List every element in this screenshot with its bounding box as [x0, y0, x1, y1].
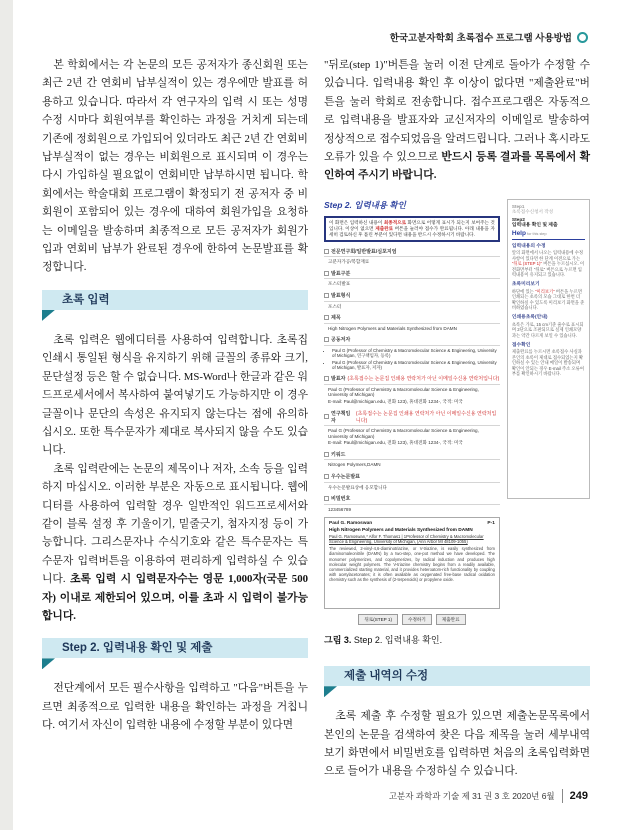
field-label: 연구책임자 [331, 410, 351, 424]
field-label: 키워드 [331, 451, 346, 458]
figure-caption-number: 그림 3. [324, 635, 352, 646]
section-heading-triangle-icon [42, 658, 55, 669]
field-label: 발표구분 [331, 270, 351, 277]
help-section-red-text: "뒤로 (STEP 1)" [511, 261, 543, 267]
edit-submission-paragraph: 초록 제출 후 수정할 필요가 있으면 제출논문목록에서 본인의 논문을 검색하여 찾은 다음 제목을 눌러 세부내역보기 화면에서 비밀번호를 입력하면 처음의 초록입력화면으로 들어가 내용을 수정하실 수 있습니다. [324, 710, 590, 778]
help-section-preview [512, 282, 585, 310]
help-section-title: 입력내용의 수정 [511, 243, 546, 249]
field-bullet-icon [324, 414, 329, 419]
figure-form-area [324, 199, 500, 625]
field-coauthors [324, 336, 500, 370]
field-label: 우수논문발표 [331, 474, 360, 480]
figure-3-screenshot [324, 199, 590, 625]
preview-authors: Paul G. Ramoswan,* Alfor F. Thomas1 | 1Professor of Chemistry & Macromolecular Science & Engineering, University of Michigan, (Ann Arbor MI 48109-1055) [329, 534, 484, 545]
figure-notice-box [324, 216, 500, 242]
field-session [324, 248, 500, 265]
preview-abstract-text: The reviewed, 2-vinyl-4,6-diaminotriazine, or V-triazine, is easily synthesized from diaminomaleonitrile (DAMN) by a two-step, one-pot method we have developed. The monomer polymerizes, and copolymerizes, by radical induction and produces high molecular weight polymers. The V-triazine chemistry begins from a readily available, commercialized starting material, and it provides heteroatom-rich functionality by coupling with acetylacetonates; it is often available as oxygenated free-base radical oxidation chemistry such as the synthesis of (2-terpenoids) or propylene oxide. [329, 546, 495, 583]
coauthor-list [332, 348, 500, 371]
sidebar-step2-text: 입력내용 확인 및 제출 [511, 223, 558, 229]
field-label-red: (초록접수는 논문집 인쇄용 연락처가 아닌 이메일수신용 연락처입니다) [355, 410, 497, 424]
figure-button-row [324, 614, 500, 625]
sidebar-step2-label: Step2 [511, 217, 525, 223]
right-column [324, 56, 590, 781]
help-section-text: 제출완료를 누르시면 초록접수 사실과 본인의 초록이 제대로 접수되었는지 확인하실 수 있는 안내 메일이 발송되며 확인이 안되는 경우 E-mail 주소 오류여부를 확인하시기 바랍니다. [511, 349, 584, 376]
abstract-input-paragraph-1: 초록 입력은 웹에디터를 사용하여 입력합니다. 초록집 인쇄시 통일된 형식을 유지하기 위해 글꼴의 종류와 크기, 문단설정 등은 할 수 없습니다. MS-Word나 한글과 같은 워드프로세서에서 복사하여 붙여넣기도 가능하지만 이 경우 글꼴이나 문단의 속성은 유지되지 않는다는 점에 유의하십시오. 또한 특수문자가 제대로 복사되지 않을 수도 있습니다. [42, 333, 308, 457]
section-heading-triangle-icon [324, 686, 337, 697]
help-section-red-text: "미리보기" [535, 288, 555, 294]
help-section-text: 버튼을 누르십시오. 이전화면부터 "뒤로" 버튼으로 누르면 입력내용이 유지되고 있습니다. [511, 261, 585, 277]
field-bullet-icon [324, 474, 329, 479]
field-label: 공동저자 [331, 337, 351, 344]
field-title [324, 314, 500, 331]
preview-code: P-1 [487, 521, 495, 527]
field-label: 전문연구회/일반발표/심포지엄 [331, 248, 397, 255]
field-label-red: (초록접수는 논문집 인쇄용 연락처가 아닌 이메일수신용 연락처입니다) [347, 376, 500, 383]
field-value: Nitrogen Polymers,DAMN [328, 462, 381, 468]
field-value: 우수논문발표상에 응모합니다 [328, 484, 387, 490]
presenter-contact: E-mail: Paul@michigan.edu, 전화 123), 휴대전화 1234-, 국적: 미국 [328, 399, 463, 405]
coauthor-item: • Paul G (Professor of Chemistry & Macromolecular Science & Engineering, University of Michigan, 발표자, 저자) [332, 360, 500, 371]
field-principal-investigator [324, 410, 500, 446]
figure-caption-text: Step 2. 입력내용 확인. [351, 635, 443, 646]
field-label: 비밀번호 [331, 496, 351, 503]
field-presentation-format [324, 292, 500, 309]
footer-page-number: 249 [569, 790, 588, 802]
field-label: 발표형식 [331, 293, 351, 300]
page-footer [389, 789, 588, 803]
section-heading-triangle-icon [42, 310, 55, 321]
left-column [42, 56, 308, 781]
notice-text: 이 화면은 입력하신 내용이 [329, 219, 384, 225]
sidebar-step1-label: Step1 [511, 203, 525, 209]
help-section-title: 초록미리보기 [511, 282, 540, 288]
pi-affiliation: Paul G (Professor of Chemistry & Macromolecular Science & Engineering, University of Michigan) [328, 428, 479, 439]
preview-author-name: Paul G. Ramoswan [329, 521, 373, 527]
help-section-text: 하단에 있는 [511, 288, 536, 294]
field-bullet-icon [324, 271, 329, 276]
edit-button: 수정하기 [402, 614, 432, 625]
help-section-edit-input [512, 244, 585, 277]
preview-title: High Nitrogen Polymers and Materials Synthesized from DAMN [329, 528, 473, 534]
notice-text: 화면으로 어떻게 표시가 되는지 보여주는 것입니다. 이상이 없으면 [329, 219, 495, 231]
intro-paragraph: 본 학회에서는 각 논문의 모든 공저자가 종신회원 또는 최근 2년 간 연회비 납부실적이 있는 경우에만 발표를 허용하고 있습니다. 따라서 각 연구자의 입력 시 또는 성명 수정 시마다 회원여부를 확인하는 과정을 거치게 되는데 기존에 정회원으로 가입되어 있더라도 최근 2년 간 연회비 납부실적이 없는 경우는 비회원으로 표시되며 이 경우는 다시 가입하실 필요없이 연회비만 납부하시면 됩니다. 학회에서는 학술대회 프로그램이 확정되기 전 공저자 중 비회원이 포함되어 있는 경우에 대하여 회원가입을 요청하는 이메일을 발송하며 최종적으로 모든 공저자가 회원가입과 연회비 납부가 완료된 경우에 한하여 논문발표를 확정합니다. [42, 59, 308, 274]
content-columns [42, 56, 590, 781]
help-section-text: 버튼을 누르면 인쇄되는 초록의 모습 그대로 한번 더 확인하실 수 있도록 미리보기 화면을 준비하였습니다. [511, 288, 585, 310]
field-best-paper [324, 473, 500, 490]
field-bullet-icon [324, 315, 329, 320]
field-keywords [324, 451, 500, 468]
field-value: 고분자가공/복합재료 [328, 259, 370, 265]
notice-text: 버튼을 눌러야 접수가 완료됩니다. 아래 내용을 자세히 검토하신 후 틀린 부분이 있다면 내용을 반드시 수정하시기 바랍니다. [329, 225, 495, 237]
field-bullet-icon [324, 496, 329, 501]
abstract-preview-box [324, 517, 500, 609]
field-value: High Nitrogen Polymers and Materials Synthesized from DAMN [328, 325, 457, 331]
submit-complete-button: 제출완료 [436, 614, 466, 625]
footer-journal-title: 고분자 과학과 기술 제 31 권 3 호 2020년 6월 [388, 791, 555, 801]
field-bullet-icon [324, 293, 329, 298]
section-heading-abstract-input: 초록 입력 [42, 290, 308, 310]
step2-continued-bold: 반드시 등록 결과를 목록에서 확인하여 주시기 바랍니다. [324, 151, 590, 182]
abstract-input-paragraph-2 [42, 460, 308, 626]
section-heading-step2: Step 2. 입력내용 확인 및 제출 [42, 638, 308, 658]
figure-3-caption [324, 634, 590, 646]
abstract-input-paragraph-2-bold: 초록 입력 시 입력문자수는 영문 1,000자(국문 500자) 이내로 제한되어 있으며, 이를 초과 시 입력이 불가능합니다. [42, 573, 308, 622]
header-ring-icon [577, 32, 588, 43]
back-step1-button: 뒤로(STEP 1) [358, 614, 398, 625]
field-value: 포스터발표 [328, 281, 351, 287]
field-bullet-icon [324, 452, 329, 457]
figure-step2-title: Step 2. 입력내용 확인 [324, 199, 406, 210]
field-bullet-icon [324, 337, 329, 342]
help-section-title: 인쇄용초록(안내) [511, 315, 548, 321]
help-section-title: 접수확인 [511, 342, 531, 348]
section-abstract-input [42, 290, 308, 321]
field-label: 제목 [331, 315, 341, 322]
section-edit-submission [324, 666, 590, 697]
step2-continued-paragraph [324, 56, 590, 185]
field-presentation-type [324, 270, 500, 287]
pi-contact: E-mail: Paul@michigan.edu, 전화 123), 휴대전화 1234-, 국적: 미국 [328, 440, 463, 446]
field-bullet-icon [324, 249, 329, 254]
field-password [324, 495, 500, 512]
abstract-input-paragraph-2-normal: 초록 입력란에는 논문의 제목이나 저자, 소속 등을 입력하지 마십시오. 이러한 부분은 자동으로 표시됩니다. 웹에디터를 사용하여 입력할 경우 일반적인 워드프로세서와 같이 블록 설정 후 기울이기, 밑줄긋기, 첨자지정 등이 가능합니다. 그리스문자나 수식기호와 같은 특수문자는 특수문자 입력버튼을 이용하여 편리하게 입력하실 수 있습니다. [42, 462, 308, 586]
notice-red-text: 제출완료 [375, 225, 394, 231]
section-step2 [42, 638, 308, 669]
sidebar-step1-text: 초록접수신청서 작성 [511, 209, 554, 215]
step2-continued-normal: "뒤로(step 1)"버튼을 눌러 이전 단계로 돌아가 수정할 수 있습니다. 입력내용 확인 후 이상이 없다면 "제출완료"버튼을 눌러 학회로 전송합니다. 접수프로그램은 자동적으로 입력내용을 발표자와 교신저자의 이메일로 발송하여 정상적으로 접수되었음을 알려드립니다. 그러나 혹시라도 오류가 있을 수 있으므로 [324, 59, 590, 164]
help-section-text: 초록은 가로, 15 cm기준 줄수로 표시되며 2단으로 조판되므로 실제 인쇄모양과는 약간 다르게 보일 수 있습니다. [511, 321, 584, 338]
section-heading-edit-submission: 제출 내역의 수정 [324, 666, 590, 686]
field-value: 포스터 [328, 303, 342, 309]
help-section-receipt-confirm [512, 343, 585, 376]
field-value: 123456789 [328, 506, 351, 512]
presenter-affiliation: Paul G (Professor of Chemistry & Macromolecular Science & Engineering, University of Michigan) [328, 386, 479, 398]
figure-help-sidebar [507, 199, 590, 499]
notice-red-text: 최종적으로 [383, 219, 407, 225]
sidebar-help-sub: for this step [525, 232, 547, 237]
footer-divider [562, 789, 563, 803]
field-label: 발표자 [331, 376, 346, 383]
help-section-text: 앞의 화면에서 나오는 입력내용에 수정 사항이 있다면 한 단계 이전으로 가는 [511, 250, 584, 261]
coauthor-item: • Paul G (Professor of Chemistry & Macromolecular Science & Engineering, University of Michigan, 연구책임자, 등록) [332, 348, 500, 359]
step2-paragraph: 전단계에서 모든 필수사항을 입력하고 "다음"버튼을 누르면 최종적으로 입력한 내용을 확인하는 과정을 거칩니다. 여기서 자신이 입력한 내용에 수정할 부분이 있다면 [42, 682, 308, 732]
page-edge-strip [0, 0, 13, 830]
field-bullet-icon [324, 376, 329, 381]
sidebar-help-label: Help [511, 230, 526, 238]
header-title: 한국고분자학회 초록접수 프로그램 사용방법 [389, 33, 572, 44]
page-header [390, 30, 588, 44]
help-section-print-abstract [512, 315, 585, 338]
field-presenter [324, 375, 500, 404]
